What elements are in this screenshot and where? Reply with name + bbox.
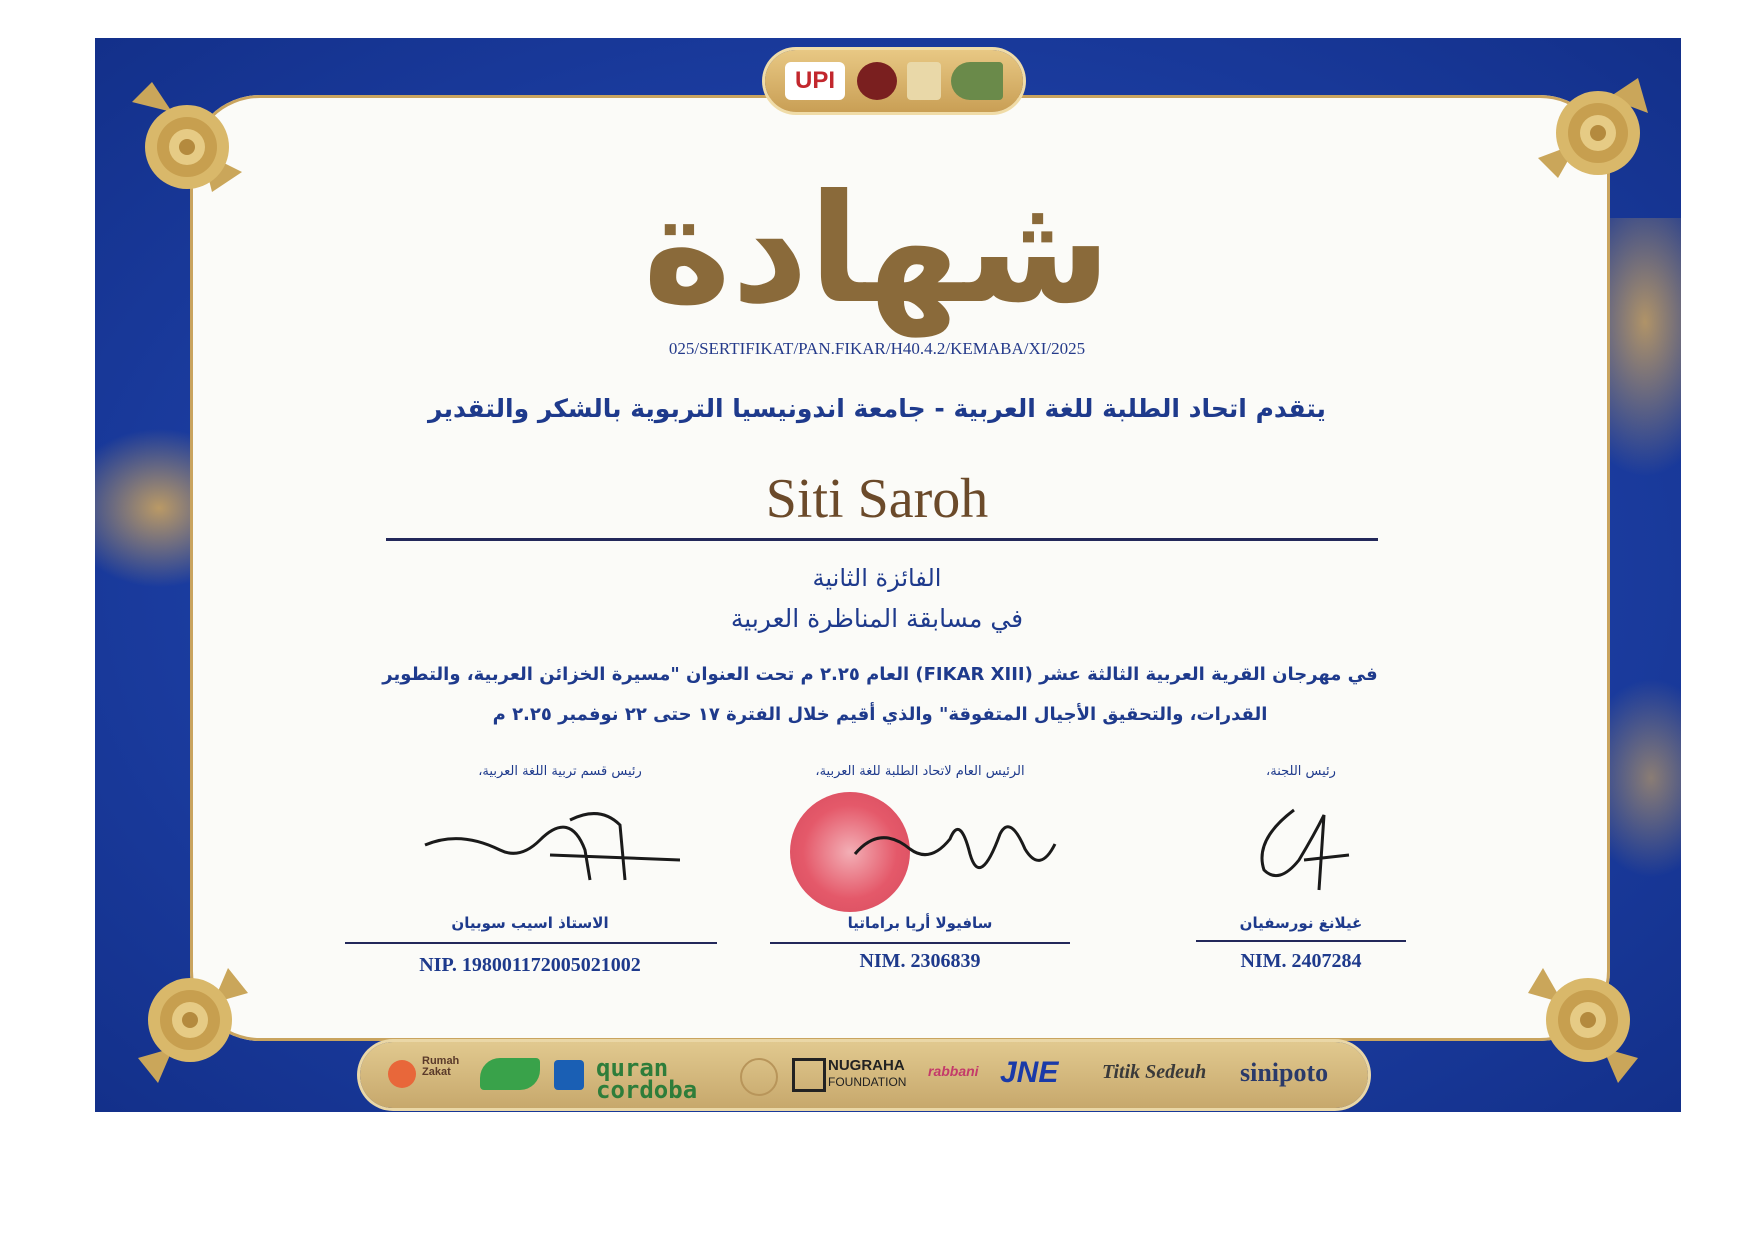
organization-emblem-icon	[907, 62, 941, 100]
rumah-zakat-icon	[388, 1060, 416, 1088]
signatory-block	[340, 764, 720, 984]
signature-mark	[420, 800, 680, 890]
sponsor-rabbani: rabbani	[928, 1063, 979, 1079]
sponsor-jne: JNE	[1000, 1056, 1059, 1089]
upi-logo-label: UPI	[794, 67, 835, 94]
name-underline	[386, 538, 1378, 541]
competition-name: في مسابقة المناظرة العربية	[730, 604, 1024, 633]
signatory-id: NIM. 2306839	[859, 950, 981, 972]
signatory-id: NIM. 2407284	[1240, 950, 1362, 972]
signatory-role: الرئيس العام لاتحاد الطلبة للغة العربية،	[815, 764, 1025, 779]
rose-ornament-icon	[118, 948, 258, 1088]
description-line: القدرات، والتحقيق الأجيال المتفوقة" والذي أقيم خلال الفترة ١٧ حتى ٢٢ نوفمبر ٢.٢٥ م	[492, 704, 1268, 725]
green-sponsor-logo-icon	[480, 1058, 540, 1090]
signatory-role: رئيس قسم تربية اللغة العربية،	[478, 764, 642, 779]
sponsor-quran-cordoba: quran cordoba	[596, 1054, 698, 1104]
signatory-name: غيلانغ نورسفيان	[1239, 914, 1363, 932]
university-emblem-icon	[857, 62, 897, 100]
nugraha-logo-icon	[792, 1058, 826, 1092]
signature-mark	[850, 794, 1060, 904]
festival-emblem-icon	[951, 62, 1003, 100]
award-rank: الفائزة الثانية	[812, 564, 942, 592]
rose-ornament-icon	[1518, 948, 1658, 1088]
signatory-block	[1196, 764, 1406, 984]
signature-line	[770, 942, 1070, 944]
calligraphy-logo-icon	[740, 1058, 778, 1096]
signatory-role: رئيس اللجنة،	[1266, 764, 1336, 779]
signatory-name: الاستاذ اسيب سوبيان	[451, 914, 609, 932]
signatory-block	[770, 764, 1070, 984]
description-line: في مهرجان القرية العربية الثالثة عشر (FIKAR XIII) العام ٢.٢٥ م تحت العنوان "مسيرة الخزائن العربية، والتطوير	[382, 664, 1378, 685]
header-logos	[765, 50, 1023, 112]
reference-number: 025/SERTIFIKAT/PAN.FIKAR/H40.4.2/KEMABA/XI/2025	[668, 339, 1086, 358]
recipient-name: Siti Saroh	[765, 468, 989, 530]
sponsor-foundation: FOUNDATION	[828, 1075, 907, 1089]
sponsor-titik-sedeuh: Titik Sedeuh	[1102, 1061, 1207, 1083]
intro-statement: يتقدم اتحاد الطلبة للغة العربية - جامعة اندونيسيا التربوية بالشكر والتقدير	[428, 394, 1326, 423]
blue-sponsor-logo-icon	[554, 1060, 584, 1090]
sponsor-sinipoto: sinipoto	[1240, 1058, 1329, 1087]
sponsor-nugraha: NUGRAHA	[828, 1057, 905, 1074]
signature-line	[1196, 940, 1406, 942]
signatory-id: NIP. 198001172005021002	[419, 954, 641, 976]
signatory-name: سافيولا أريا براماتيا	[847, 914, 993, 932]
signature-line	[345, 942, 717, 944]
upi-logo	[785, 62, 845, 100]
sponsor-rumah-zakat: Rumah Zakat	[422, 1055, 460, 1078]
sponsor-bar	[360, 1042, 1368, 1108]
signature-mark	[1244, 800, 1354, 900]
certificate-title: شهادة	[642, 163, 1112, 337]
